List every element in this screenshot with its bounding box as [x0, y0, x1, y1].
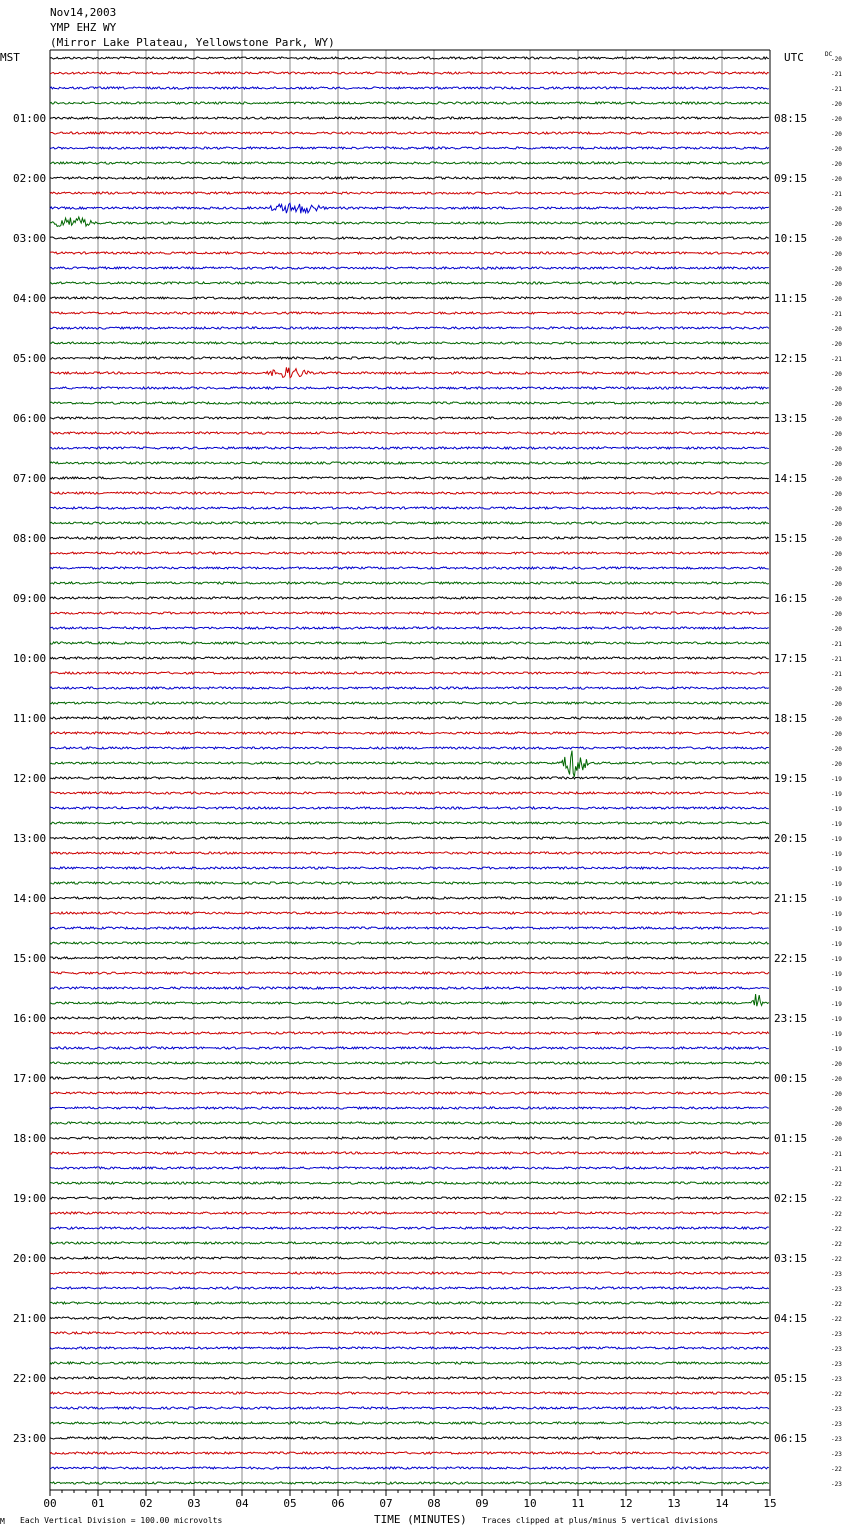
trace-14 [50, 267, 769, 269]
dc-offset-label: -21 [831, 641, 842, 648]
dc-offset-label: -22 [831, 1181, 842, 1188]
mst-hour-label: 15:00 [13, 952, 47, 965]
dc-offset-label: -20 [831, 536, 842, 543]
dc-offset-label: -22 [831, 1316, 842, 1323]
trace-3 [50, 102, 769, 104]
trace-50 [50, 807, 769, 809]
trace-5 [50, 132, 769, 134]
trace-41 [50, 672, 769, 674]
dc-offset-label: -19 [831, 821, 842, 828]
trace-53 [50, 852, 769, 854]
mst-hour-labels [13, 112, 46, 1445]
dc-offset-label: -19 [831, 881, 842, 888]
x-tick-label: 13 [667, 1497, 681, 1510]
dc-offset-label: -19 [831, 896, 842, 903]
dc-offset-label: -19 [831, 926, 842, 933]
trace-29 [50, 492, 769, 494]
scale-note: Each Vertical Division = 100.00 microvolts [20, 1516, 223, 1525]
trace-40 [50, 657, 769, 659]
trace-28 [50, 477, 769, 479]
dc-offset-label: -20 [831, 341, 842, 348]
dc-offset-label: -20 [831, 701, 842, 708]
dc-offset-label: -20 [831, 146, 842, 153]
mst-hour-label: 21:00 [13, 1312, 47, 1325]
trace-32 [50, 537, 769, 539]
dc-offset-label: -23 [831, 1451, 842, 1458]
utc-hour-label: 06:15 [774, 1432, 808, 1445]
utc-hour-label: 00:15 [774, 1072, 808, 1085]
trace-65 [50, 1032, 769, 1034]
dc-offset-label: -21 [831, 191, 842, 198]
footer-mark: M [0, 1517, 5, 1526]
dc-offset-label: -19 [831, 851, 842, 858]
dc-offset-label: -19 [831, 986, 842, 993]
dc-offset-label: -19 [831, 806, 842, 813]
dc-offset-label: -20 [831, 746, 842, 753]
dc-offset-label: -19 [831, 956, 842, 963]
dc-offset-label: -22 [831, 1241, 842, 1248]
dc-offset-label: -20 [831, 1076, 842, 1083]
dc-offset-label: -19 [831, 911, 842, 918]
dc-offset-label: -19 [831, 776, 842, 783]
trace-17 [50, 312, 769, 314]
dc-offset-label: -20 [831, 416, 842, 423]
seismic-traces [50, 57, 769, 1484]
dc-offset-label: -21 [831, 1166, 842, 1173]
x-tick-label: 01 [91, 1497, 105, 1510]
dc-offset-label: -20 [831, 161, 842, 168]
mst-hour-label: 03:00 [13, 232, 47, 245]
trace-85 [50, 1332, 769, 1334]
x-tick-label: 02 [139, 1497, 153, 1510]
mst-hour-label: 09:00 [13, 592, 47, 605]
dc-offset-label: -20 [831, 236, 842, 243]
dc-offset-label: -20 [831, 1091, 842, 1098]
chart-title: YMP EHZ WY [50, 21, 117, 34]
trace-93 [50, 1452, 769, 1454]
trace-0 [50, 57, 769, 59]
trace-64 [50, 1017, 769, 1019]
trace-23 [50, 402, 769, 404]
dc-offset-label: -23 [831, 1331, 842, 1338]
clip-note: Traces clipped at plus/minus 5 vertical divisions [482, 1516, 719, 1525]
trace-86 [50, 1347, 769, 1349]
trace-62 [50, 987, 769, 989]
trace-91 [50, 1422, 769, 1424]
dc-offset-label: -19 [831, 1001, 842, 1008]
dc-offset-label: -20 [831, 461, 842, 468]
trace-45 [50, 732, 769, 734]
trace-33 [50, 552, 769, 554]
dc-offset-label: -20 [831, 716, 842, 723]
dc-offset-label: -21 [831, 656, 842, 663]
trace-90 [50, 1407, 769, 1409]
dc-offset-label: -20 [831, 476, 842, 483]
dc-offset-label: -22 [831, 1196, 842, 1203]
mst-hour-label: 18:00 [13, 1132, 47, 1145]
trace-27 [50, 462, 769, 464]
trace-6 [50, 147, 769, 149]
trace-1 [50, 72, 769, 74]
dc-offset-label: -19 [831, 866, 842, 873]
x-axis-label: TIME (MINUTES) [374, 1513, 467, 1526]
dc-offset-label: -20 [831, 221, 842, 228]
trace-84 [50, 1317, 769, 1319]
dc-offset-label: -20 [831, 506, 842, 513]
dc-offset-label: -22 [831, 1391, 842, 1398]
trace-46 [50, 747, 769, 749]
utc-hour-label: 01:15 [774, 1132, 808, 1145]
dc-offset-label: -20 [831, 626, 842, 633]
x-tick-label: 11 [571, 1497, 585, 1510]
dc-offset-label: -19 [831, 941, 842, 948]
dc-offset-label: -20 [831, 596, 842, 603]
trace-60 [50, 957, 769, 959]
trace-42 [50, 687, 769, 689]
mst-hour-label: 01:00 [13, 112, 47, 125]
trace-15 [50, 282, 769, 284]
dc-offset-label: -20 [831, 761, 842, 768]
trace-11 [50, 217, 769, 226]
trace-69 [50, 1092, 769, 1094]
mst-hour-label: 12:00 [13, 772, 47, 785]
x-tick-label: 08 [427, 1497, 441, 1510]
dc-offset-label: -20 [831, 176, 842, 183]
trace-9 [50, 192, 769, 194]
utc-hour-label: 09:15 [774, 172, 808, 185]
dc-offset-label: -23 [831, 1346, 842, 1353]
dc-offset-label: -20 [831, 266, 842, 273]
x-axis [43, 1490, 776, 1510]
trace-54 [50, 867, 769, 869]
trace-55 [50, 882, 769, 884]
dc-offset-label: -20 [831, 326, 842, 333]
trace-77 [50, 1212, 769, 1214]
trace-61 [50, 972, 769, 974]
trace-22 [50, 387, 769, 389]
mst-hour-label: 10:00 [13, 652, 47, 665]
trace-31 [50, 522, 769, 524]
mst-hour-label: 17:00 [13, 1072, 47, 1085]
mst-hour-label: 08:00 [13, 532, 47, 545]
dc-offset-label: -19 [831, 1016, 842, 1023]
trace-34 [50, 567, 769, 569]
utc-hour-label: 22:15 [774, 952, 808, 965]
trace-39 [50, 642, 769, 644]
dc-offset-label: -23 [831, 1361, 842, 1368]
dc-offset-label: -21 [831, 671, 842, 678]
utc-hour-label: 19:15 [774, 772, 808, 785]
mst-hour-label: 04:00 [13, 292, 47, 305]
dc-offset-label: -19 [831, 791, 842, 798]
trace-44 [50, 717, 769, 719]
x-tick-label: 00 [43, 1497, 57, 1510]
trace-51 [50, 822, 769, 824]
dc-offset-label: -20 [831, 581, 842, 588]
trace-47 [50, 751, 769, 777]
mst-hour-label: 13:00 [13, 832, 47, 845]
dc-offset-label: -23 [831, 1406, 842, 1413]
trace-18 [50, 327, 769, 329]
trace-71 [50, 1122, 769, 1124]
mst-hour-label: 05:00 [13, 352, 47, 365]
dc-offset-label: -20 [831, 1136, 842, 1143]
trace-30 [50, 507, 769, 509]
dc-offset-label: -20 [831, 731, 842, 738]
dc-offset-label: -23 [831, 1421, 842, 1428]
trace-82 [50, 1287, 769, 1289]
x-tick-label: 14 [715, 1497, 729, 1510]
trace-68 [50, 1077, 769, 1079]
trace-35 [50, 582, 769, 584]
dc-offset-label: -23 [831, 1376, 842, 1383]
dc-offset-label: -21 [831, 356, 842, 363]
trace-8 [50, 177, 769, 179]
x-tick-label: 15 [763, 1497, 777, 1510]
dc-offset-label: -22 [831, 1226, 842, 1233]
trace-13 [50, 252, 769, 254]
mst-hour-label: 23:00 [13, 1432, 47, 1445]
dc-offset-label: -20 [831, 371, 842, 378]
dc-offset-label: -19 [831, 971, 842, 978]
trace-26 [50, 447, 769, 449]
dc-offset-label: -20 [831, 611, 842, 618]
trace-67 [50, 1062, 769, 1064]
dc-offset-label: -19 [831, 1031, 842, 1038]
trace-38 [50, 627, 769, 629]
trace-83 [50, 1302, 769, 1304]
dc-offset-label: -23 [831, 1271, 842, 1278]
trace-21 [50, 367, 769, 377]
dc-offset-label: -23 [831, 1481, 842, 1488]
dc-offset-label: -20 [831, 281, 842, 288]
trace-49 [50, 792, 769, 794]
x-tick-label: 04 [235, 1497, 249, 1510]
utc-axis-title: UTC [784, 51, 804, 64]
trace-87 [50, 1362, 769, 1364]
trace-79 [50, 1242, 769, 1244]
dc-offset-label: -20 [831, 56, 842, 63]
mst-hour-label: 19:00 [13, 1192, 47, 1205]
dc-offset-label: -20 [831, 521, 842, 528]
mst-hour-label: 14:00 [13, 892, 47, 905]
dc-offset-label: -20 [831, 491, 842, 498]
trace-20 [50, 357, 769, 359]
trace-78 [50, 1227, 769, 1229]
x-tick-label: 06 [331, 1497, 345, 1510]
trace-10 [50, 203, 769, 213]
utc-hour-label: 12:15 [774, 352, 808, 365]
trace-4 [50, 117, 769, 119]
utc-hour-label: 15:15 [774, 532, 808, 545]
dc-offset-label: -19 [831, 836, 842, 843]
trace-19 [50, 342, 769, 344]
utc-hour-label: 17:15 [774, 652, 808, 665]
dc-offset-label: -21 [831, 1151, 842, 1158]
dc-offset-label: -22 [831, 1301, 842, 1308]
dc-offset-label: -20 [831, 296, 842, 303]
utc-hour-labels [774, 112, 807, 1445]
x-tick-label: 03 [187, 1497, 201, 1510]
utc-hour-label: 04:15 [774, 1312, 808, 1325]
trace-73 [50, 1152, 769, 1154]
dc-offset-label: -20 [831, 446, 842, 453]
x-tick-label: 05 [283, 1497, 297, 1510]
trace-88 [50, 1377, 769, 1379]
chart-date: Nov14,2003 [50, 6, 117, 19]
trace-37 [50, 612, 769, 614]
utc-hour-label: 05:15 [774, 1372, 808, 1385]
trace-92 [50, 1437, 769, 1439]
utc-hour-label: 16:15 [774, 592, 808, 605]
mst-hour-label: 07:00 [13, 472, 47, 485]
dc-offset-label: -20 [831, 251, 842, 258]
trace-7 [50, 162, 769, 164]
trace-2 [50, 87, 769, 89]
mst-axis-title: MST [0, 51, 20, 64]
trace-80 [50, 1257, 769, 1259]
dc-offset-label: -20 [831, 116, 842, 123]
utc-hour-label: 20:15 [774, 832, 808, 845]
trace-75 [50, 1182, 769, 1184]
utc-hour-label: 03:15 [774, 1252, 808, 1265]
mst-hour-label: 20:00 [13, 1252, 47, 1265]
utc-hour-label: 23:15 [774, 1012, 808, 1025]
trace-24 [50, 417, 769, 419]
utc-hour-label: 02:15 [774, 1192, 808, 1205]
dc-offset-label: -20 [831, 551, 842, 558]
utc-hour-label: 14:15 [774, 472, 808, 485]
dc-offset-label: -20 [831, 131, 842, 138]
trace-95 [50, 1482, 769, 1484]
trace-89 [50, 1392, 769, 1394]
trace-76 [50, 1197, 769, 1199]
trace-66 [50, 1047, 769, 1049]
dc-offset-label: -21 [831, 311, 842, 318]
utc-hour-label: 13:15 [774, 412, 808, 425]
dc-offset-label: -19 [831, 1046, 842, 1053]
mst-hour-label: 02:00 [13, 172, 47, 185]
trace-59 [50, 942, 769, 944]
dc-offset-label: -20 [831, 431, 842, 438]
mst-hour-label: 06:00 [13, 412, 47, 425]
chart-subtitle: (Mirror Lake Plateau, Yellowstone Park, WY) [50, 36, 335, 49]
trace-16 [50, 297, 769, 299]
utc-hour-label: 18:15 [774, 712, 808, 725]
trace-56 [50, 897, 769, 899]
trace-94 [50, 1467, 769, 1469]
utc-hour-label: 11:15 [774, 292, 808, 305]
dc-offset-label: -20 [831, 101, 842, 108]
dc-offset-label: -20 [831, 401, 842, 408]
utc-hour-label: 08:15 [774, 112, 808, 125]
dc-offset-label: -22 [831, 1256, 842, 1263]
trace-48 [50, 777, 769, 779]
mst-hour-label: 16:00 [13, 1012, 47, 1025]
trace-25 [50, 432, 769, 434]
dc-offset-label: -20 [831, 386, 842, 393]
utc-hour-label: 21:15 [774, 892, 808, 905]
trace-12 [50, 237, 769, 239]
mst-hour-label: 22:00 [13, 1372, 47, 1385]
trace-58 [50, 927, 769, 929]
dc-offset-label: -23 [831, 1286, 842, 1293]
dc-offset-label: -23 [831, 1436, 842, 1443]
dc-offset-label: -20 [831, 206, 842, 213]
trace-74 [50, 1167, 769, 1169]
trace-70 [50, 1107, 769, 1109]
trace-52 [50, 837, 769, 839]
trace-81 [50, 1272, 769, 1274]
dc-offset-label: -20 [831, 686, 842, 693]
trace-43 [50, 702, 769, 704]
trace-63 [50, 994, 769, 1006]
dc-offset-label: -20 [831, 566, 842, 573]
trace-72 [50, 1137, 769, 1139]
dc-offset-label: -21 [831, 86, 842, 93]
dc-offset-label: -20 [831, 1106, 842, 1113]
dc-offset-label: -20 [831, 1121, 842, 1128]
x-tick-label: 09 [475, 1497, 489, 1510]
dc-offset-label: -22 [831, 1466, 842, 1473]
utc-hour-label: 10:15 [774, 232, 808, 245]
dc-offset-label: -20 [831, 1061, 842, 1068]
x-tick-label: 10 [523, 1497, 537, 1510]
dc-column-title: DC [825, 51, 833, 58]
dc-offset-label: -21 [831, 71, 842, 78]
dc-offset-labels [831, 56, 842, 1488]
trace-36 [50, 597, 769, 599]
x-tick-label: 12 [619, 1497, 633, 1510]
x-tick-label: 07 [379, 1497, 393, 1510]
mst-hour-label: 11:00 [13, 712, 47, 725]
trace-57 [50, 912, 769, 914]
dc-offset-label: -22 [831, 1211, 842, 1218]
